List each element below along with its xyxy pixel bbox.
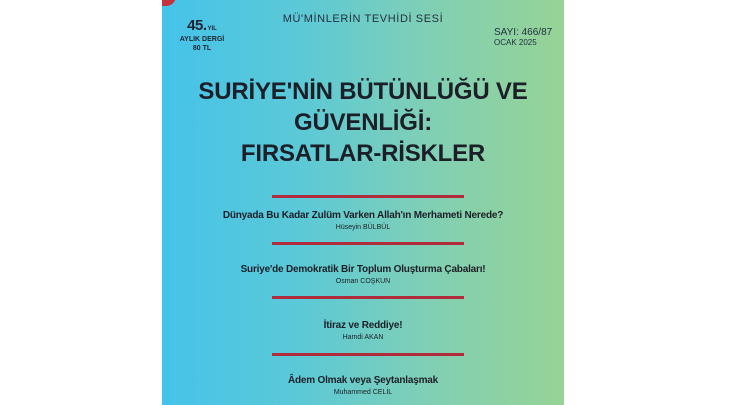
years-suffix: YIL bbox=[207, 26, 217, 32]
article-author: Muhammed CELİL bbox=[333, 389, 393, 396]
cover-headline bbox=[162, 76, 564, 169]
tagline: MÜ'MİNLERİN TEVHİDİ SESİ bbox=[282, 13, 444, 25]
article-title: Âdem Olmak veya Şeytanlaşmak bbox=[287, 375, 439, 386]
divider-rule bbox=[272, 242, 464, 245]
headline-line-3: FIRSATLAR-RİSKLER bbox=[240, 140, 486, 167]
headline-line-2: GÜVENLİĞİ: bbox=[293, 109, 432, 136]
logo-fragment bbox=[162, 0, 176, 6]
years-number: 45. bbox=[187, 17, 207, 34]
issue-number: SAYI: 466/87 bbox=[494, 27, 553, 38]
issue-info bbox=[494, 28, 552, 48]
price-label: 80 TL bbox=[192, 45, 212, 52]
article-author: Hüseyin BÜLBÜL bbox=[335, 224, 391, 231]
article-item bbox=[162, 210, 564, 231]
frequency-label: AYLIK DERGİ bbox=[179, 36, 225, 43]
article-item bbox=[162, 320, 564, 341]
divider-rule bbox=[272, 353, 464, 356]
article-item bbox=[162, 264, 564, 285]
article-author: Osman COŞKUN bbox=[335, 278, 391, 285]
article-item bbox=[162, 375, 564, 396]
article-author: Hamdi AKAN bbox=[342, 334, 384, 341]
article-title: Dünyada Bu Kadar Zulüm Varken Allah'ın Merhameti Nerede? bbox=[222, 210, 504, 221]
article-title: Suriye'de Demokratik Bir Toplum Oluşturma Çabaları! bbox=[240, 264, 486, 275]
divider-rule bbox=[272, 195, 464, 198]
magazine-cover bbox=[162, 0, 564, 405]
article-title: İtiraz ve Reddiye! bbox=[323, 320, 403, 331]
issue-date: OCAK 2025 bbox=[494, 38, 537, 47]
headline-line-1: SURİYE'NİN BÜTÜNLÜĞÜ VE bbox=[198, 78, 528, 105]
divider-rule bbox=[272, 296, 464, 299]
